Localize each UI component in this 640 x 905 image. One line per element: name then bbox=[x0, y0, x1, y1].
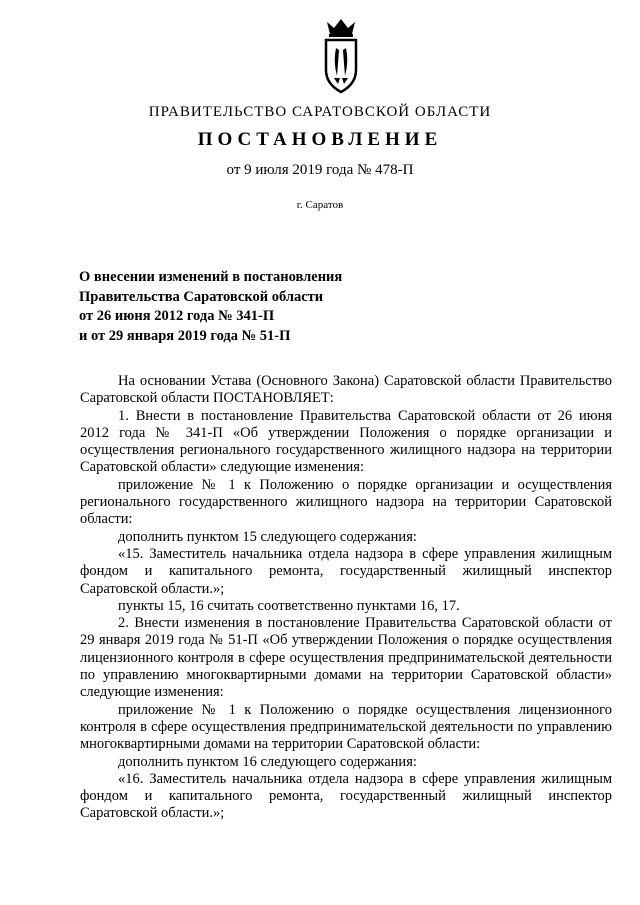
subject-line: О внесении изменений в постановления bbox=[79, 269, 343, 285]
document-body bbox=[80, 373, 612, 823]
body-paragraph: 2. Внести изменения в постановление Правительства Саратовской области от 29 января 2019 года № 51-П «Об утверждении Положения о порядке осуществления лицензионного контроля в сфере осуществления предпринимательской деятельности по управлению многоквартирными домами на территории Саратовской области» следующие изменения: bbox=[80, 615, 612, 701]
subject-line: от 26 июня 2012 года № 341-П bbox=[79, 308, 275, 324]
body-paragraph: На основании Устава (Основного Закона) Саратовской области Правительство Саратовской области ПОСТАНОВЛЯЕТ: bbox=[80, 373, 612, 407]
document-city: г. Саратов bbox=[296, 199, 344, 211]
subject-line: Правительства Саратовской области bbox=[79, 288, 324, 305]
coat-of-arms-icon bbox=[322, 18, 360, 94]
subject-line: и от 29 января 2019 года № 51-П bbox=[79, 327, 291, 344]
document-subject bbox=[79, 268, 479, 346]
body-paragraph: приложение № 1 к Положению о порядке осуществления лицензионного контроля в сфере осуществления предпринимательской деятельности по управлению многоквартирными домами на территории Саратовской области: bbox=[80, 701, 612, 753]
body-paragraph: дополнить пунктом 16 следующего содержания: bbox=[118, 753, 417, 770]
body-paragraph: «15. Заместитель начальника отдела надзора в сфере управления жилищным фондом и капитального ремонта, государственный жилищный инспектор Саратовской области.»; bbox=[80, 545, 612, 597]
body-paragraph: пункты 15, 16 считать соответственно пунктами 16, 17. bbox=[118, 597, 460, 614]
document-type-title: ПОСТАНОВЛЕНИЕ bbox=[197, 129, 443, 150]
body-paragraph: «16. Заместитель начальника отдела надзора в сфере управления жилищным фондом и капитального ремонта, государственный жилищный инспектор Саратовской области.»; bbox=[80, 770, 612, 822]
organization-header: ПРАВИТЕЛЬСТВО САРАТОВСКОЙ ОБЛАСТИ bbox=[148, 104, 492, 120]
document-date-number: от 9 июля 2019 года № 478-П bbox=[226, 162, 414, 178]
body-paragraph: дополнить пунктом 15 следующего содержания: bbox=[118, 528, 417, 545]
body-paragraph: 1. Внести в постановление Правительства Саратовской области от 26 июня 2012 года № 341-П «Об утверждении Положения о порядке организации и осуществления регионального государственного жилищного надзора на территории Саратовской области» следующие изменения: bbox=[80, 407, 612, 476]
body-paragraph: приложение № 1 к Положению о порядке организации и осуществления регионального государственного жилищного надзора на территории Саратовской области: bbox=[80, 476, 612, 528]
